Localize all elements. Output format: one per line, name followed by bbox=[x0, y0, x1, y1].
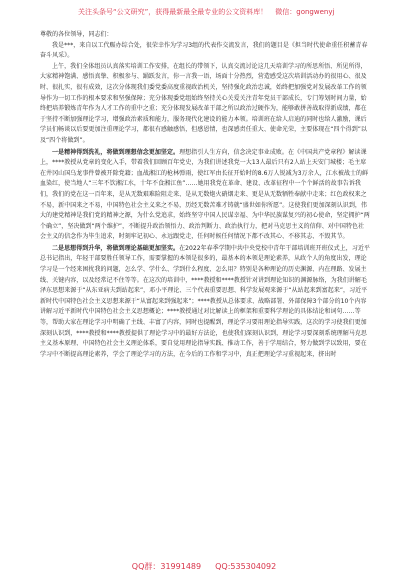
document-body bbox=[40, 30, 370, 360]
section-two-title: 二是思想得到升华，将做到理论基础更加坚实。 bbox=[52, 244, 180, 252]
promo-banner bbox=[78, 6, 340, 18]
section-one-title: 一是精神得到洗礼，将做到理想信念更加坚定。 bbox=[52, 148, 180, 156]
paragraph-intro: 我是***，来自以工代赈办综合处，很荣幸作为学习3组的代表作交流发言，我们的题目是《担当时代使命重任积蓄青春奋斗风采》。 bbox=[40, 41, 368, 60]
section-one bbox=[40, 148, 370, 243]
section-two bbox=[40, 244, 370, 361]
section-two-text: 在2022年春季学期中共中央党校中青年干部培训班开班仪式上，习近平总书记指出，年轻干部要胜任领导工作，需要掌握的本领是很多的，最基本的本领是理论素养，从政个人的角度出发，理论学习是一个经来困扰我的问题，怎么学、学什么、学到什么程度、怎么用？特别是各种理论的历史渊源、内在理路、发展主线、关键内容，以及经常记不住等等。在这次的培训中，****教授和****教授针对讲到理论知识的渊源脉络，为我们讲解毛泽东思想来源于“从东亚病夫到站起来”，邓小平理论、三个代表重要思想、科学发展观来源于“从站起来到富起来”，习近平新时代中国特色社会主义思想来源于“从富起来到强起来”；****教授从总体要求、战略部署、外部保障3个部分的10个内容讲解习近平新时代中国特色社会主义思想概论；****教授通过对比解读上的框架和重要科学理论的具体结论和词句……等等，帮助大家在理论学习中明确了主线、丰富了内容，同时也提醒到，理论学习要用理论指导实践，这次的学习使我们更加深刻认识到，****教授和****教授提供了理论学习中的最好方法论，也使我们深刻认识到，理论学习要深刻系统理解马克思主义基本原理、中国特色社会主义理论体系，要自觉用理论指导实践、推动工作，善于学用结合，努力做到学以致用，要在学习中不断提高理论素养，学会了理论学习的方法，在今后的工作和学习中，真正把理论学习重视起来，挤出时 bbox=[40, 244, 370, 358]
paragraph-training: 上午，我们全体组员认真落实培训工作安排，在组长的带领下，认真交流讨论这几天培训学习的所思所悟、所见所得，大家精神饱满、感悟真挚、积极参与、踊跃发言，你一言我一语，场面十分热烈，营造感受这次培训活动办的很用心、很及时、很扎实，很有成效，这次分体现我们委党委高度重视政治机关，坚持强化政治忠诚，始终把加强党对发展改革工作的领导作为一切工作的根本要求和坚强保障；充分体现委党组始终坚持关心关爱关注青年党员干部成长，专门筹划时间力量，始终把培养锻炼青年作为人才工作的重中之重；充分体现发展改革干部之所以政治过硬作为，能够敢拼善战取得新成绩，都在于坚持不断加强理论学习，增强政治素质和能力，服务现代化建设的能力本领。培训班在给人启迪的同时也给人激励，课后学员们畅谈以后要更加注重理论学习，都很有感触感悟，但感恩情，也深感责任重大、使命光荣，主要体现在“四个得到”以及“四个将做到”。 bbox=[40, 62, 367, 144]
footer-contact bbox=[0, 561, 408, 573]
footer-qq: QQ:535304092 bbox=[215, 562, 277, 571]
banner-wechat: 微信：gongwenyj bbox=[275, 8, 335, 16]
footer-qq-group: QQ群：31991489 bbox=[131, 562, 202, 571]
section-one-text: 理想指引人生方向，信念决定事业成败。在《中国共产党章程》解读课上，****教授从党章的变化入手，带着我们回顾百年党史，为我们讲述我党一大13人最后只有2人站上天安门城楼；毛主席在井冈山国乌龙事件曾被开除党籍；血战湘江的枪林弹雨，使红军由长征开始时的8.6万人锐减为3万余人，江水被战士的鲜血染红，使当地人“三年不饮湘江水，十年不食湘江鱼”……她用我党在革命、建设、改革征程中一个个鲜活的故事告诉我们，我们的党在这一百年来，是从无数艰难险阻走来、是从无数炮火硝烟走来、更是从无数牺牲奉献中走来；红色政权来之不易，新中国来之不易，中国特色社会主义来之不易，历经无数苦难才铸就“盛世如你所愿”。这使我们更加深刻认识到，伟大的建党精神是我们党的精神之源，为什么党追求，始终坚守中国人民谋幸福、为中华民族谋复兴的初心使命，坚定拥护“两个确立”，坚决做到“两个维护”，不断提升政治领悟力、政治判断力、政治执行力，把对马克思主义的信仰、对中国特色社会主义的信念作为毕生追求，时刻牢记初心、永远跟党走，任何时候任何情况下都不改其心、不移其志、不毁其节。 bbox=[40, 148, 370, 241]
salutation: 尊敬的各位领导，同志们： bbox=[40, 31, 113, 38]
banner-text: 关注头条号“公文研究”，获得最新最全最专业的公文资料库！ bbox=[78, 8, 268, 16]
